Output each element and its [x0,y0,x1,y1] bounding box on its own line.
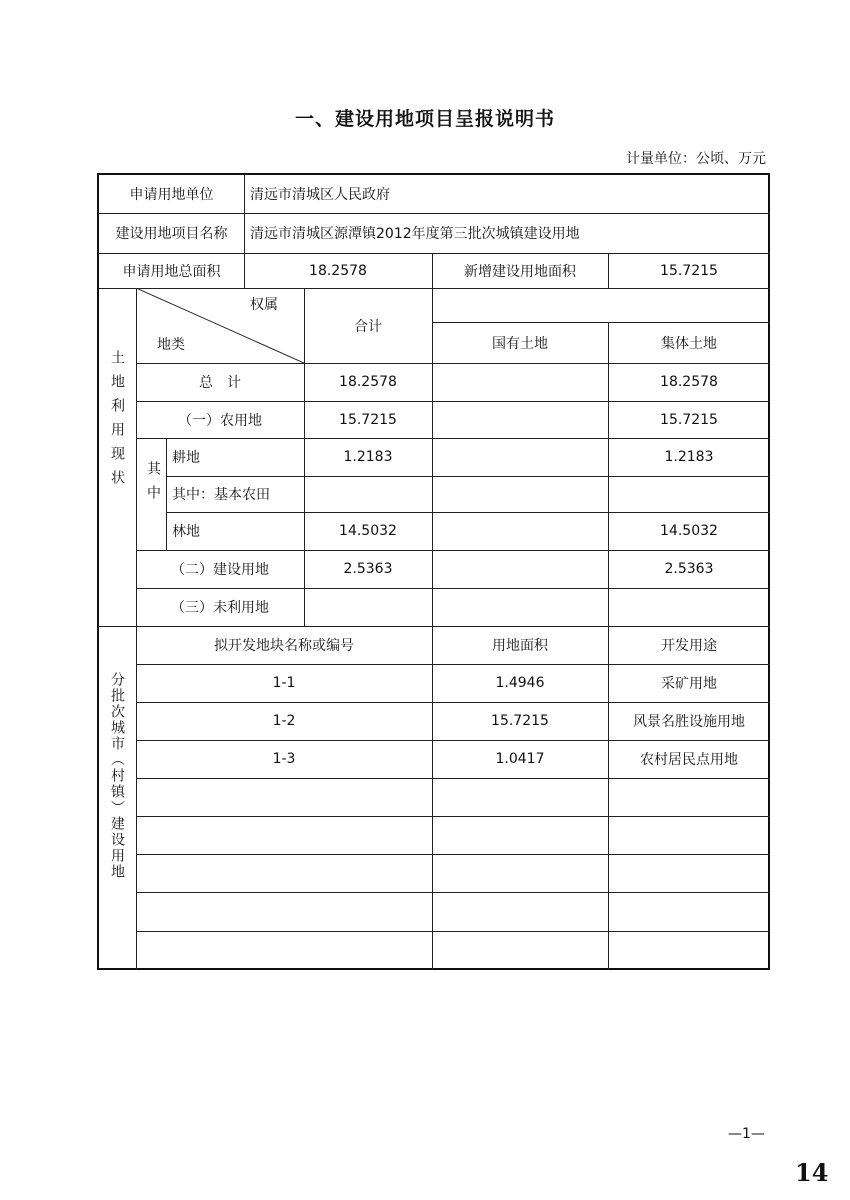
parcel-id: 1-1 [272,675,296,691]
applicant-label: 申请用地单位 [129,187,214,203]
row-label: 其中：基本农田 [172,487,270,503]
collective-land-header: 集体土地 [661,335,717,352]
rule-line [136,816,770,817]
page-title: 一、建设用地项目呈报说明书 [294,108,555,130]
parcel-use: 农村居民点用地 [640,752,738,768]
row-label: （三）未利用地 [171,600,269,616]
parcel-area: 1.0417 [495,751,545,767]
row-collective: 18.2578 [660,374,718,390]
row-label: 林地 [172,524,200,540]
row-total: 14.5032 [339,523,397,539]
applicant-value: 清远市清城区人民政府 [250,187,390,203]
row-total: 1.2183 [343,449,393,465]
total-column-header: 合计 [354,318,382,335]
row-state [432,476,608,512]
row-total: 18.2578 [339,374,397,390]
row-label: （一）农用地 [178,412,262,429]
row-collective: 1.2183 [664,449,714,465]
new-area-value: 15.7215 [660,262,718,279]
rule-line [136,931,770,932]
land-type-header: 地类 [157,337,185,353]
parcel-use: 风景名胜设施用地 [633,714,745,730]
row-collective: 14.5032 [660,523,718,539]
row-collective: 15.7215 [660,411,718,428]
row-collective [608,588,770,626]
row-state [432,550,608,588]
row-collective [608,476,770,512]
total-area-value: 18.2578 [309,262,367,279]
rule-line [136,778,770,779]
batch-area-header: 用地面积 [492,638,548,654]
rule-line [136,892,770,893]
row-state [432,588,608,626]
state-land-header: 国有土地 [492,335,548,352]
unit-note: 计量单位：公顷、万元 [626,151,766,167]
row-state [432,401,608,438]
row-total [304,588,432,626]
project-name-value: 清远市清城区源潭镇2012年度第三批次城镇建设用地 [250,226,580,242]
page-number: —1— [728,1126,765,1142]
parcel-use: 采矿用地 [661,676,717,692]
parcel-id: 1-2 [272,713,296,729]
batch-name-header: 拟开发地块名称或编号 [214,638,354,654]
total-area-label: 申请用地总面积 [122,263,221,280]
project-name-label: 建设用地项目名称 [115,226,228,242]
batch-side-label: 分批次城市（村镇）建设用地 [109,672,125,880]
row-label: 总 计 [199,375,241,391]
corner-page-number: 14 [795,1158,829,1187]
new-area-label: 新增建设用地面积 [464,263,576,280]
row-label: 耕地 [172,450,200,466]
row-total: 15.7215 [339,411,397,428]
row-state [432,512,608,550]
row-state [432,363,608,401]
parcel-id: 1-3 [272,751,296,767]
rule-line [136,854,770,855]
report-table [97,173,770,970]
parcel-area: 15.7215 [491,713,549,729]
row-state [432,438,608,476]
row-collective: 2.5363 [664,561,714,577]
row-label: （二）建设用地 [171,562,269,578]
ownership-header: 权属 [250,297,278,313]
batch-use-header: 开发用途 [661,638,717,654]
row-total: 2.5363 [343,561,393,577]
parcel-area: 1.4946 [495,675,545,691]
row-total [304,476,432,512]
subcategory-label: 其中 [145,461,161,509]
land-use-side-label: 土地利用现状 [109,350,125,494]
